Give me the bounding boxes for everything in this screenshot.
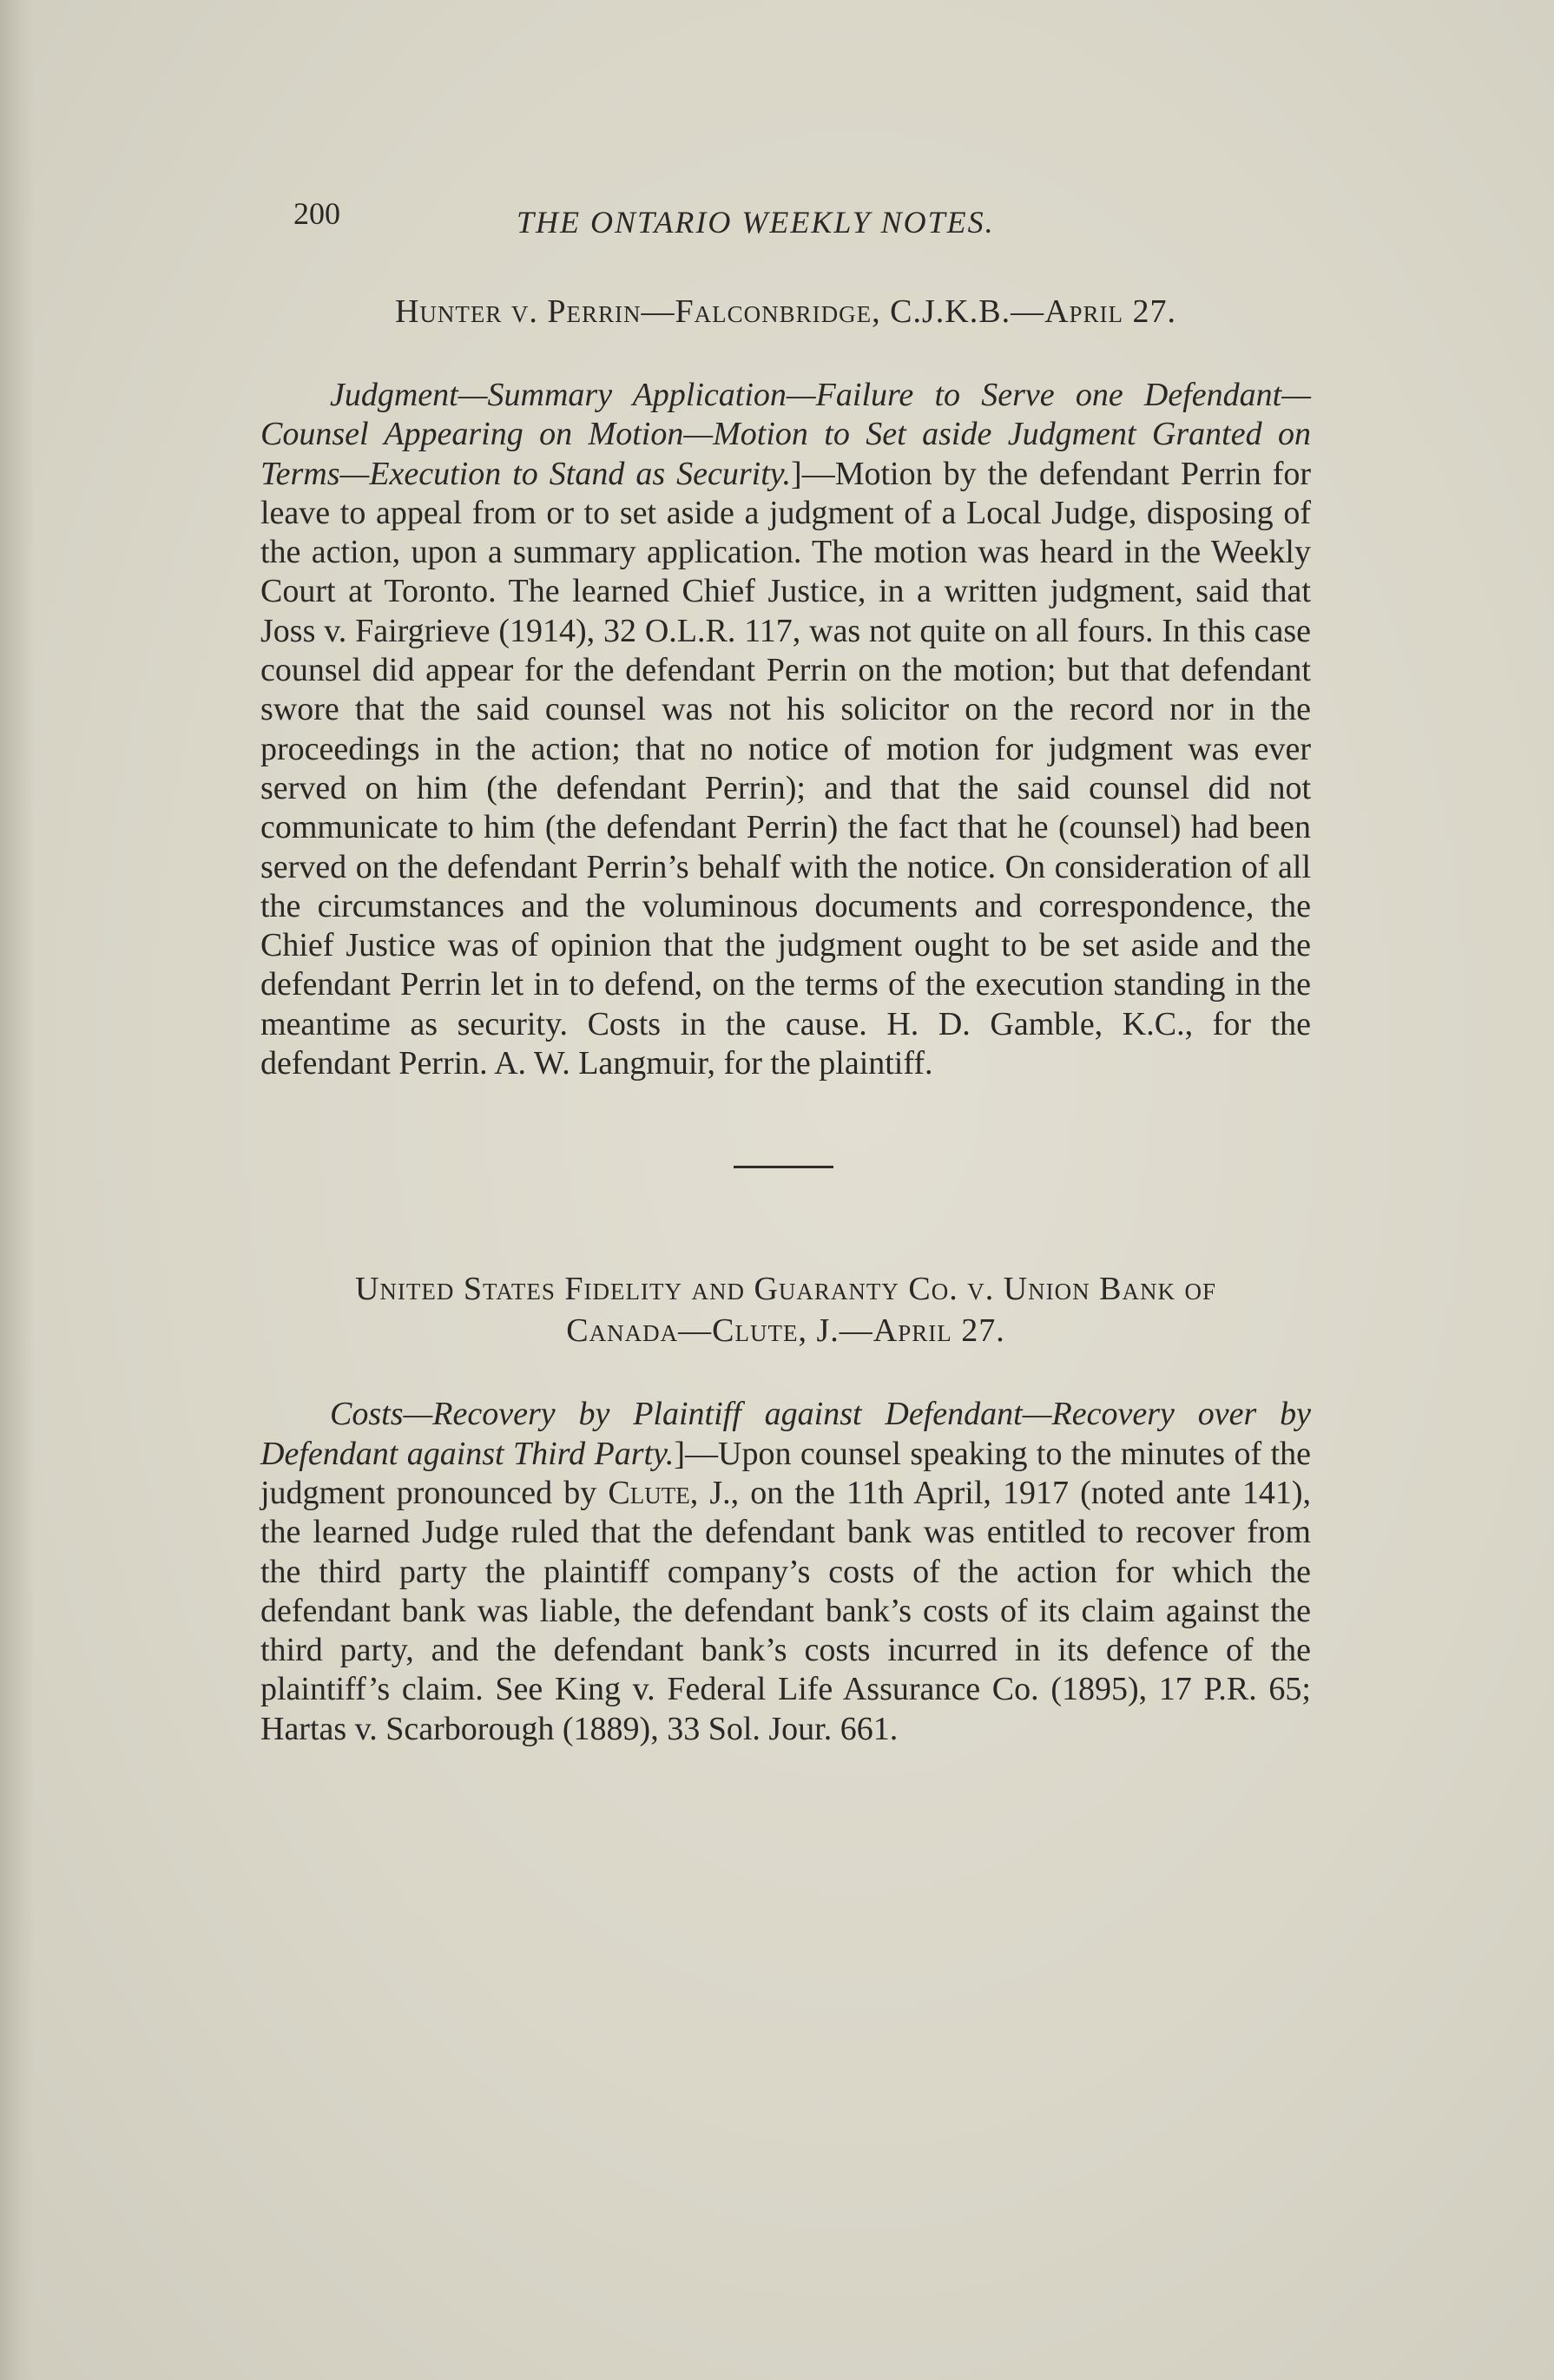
page-number: 200 — [293, 196, 340, 231]
section-divider — [734, 1166, 833, 1168]
case-text: —Motion by the defendant Perrin for leave to appeal from or to set aside a judgment of a Local Judge, disposing of the action, upon a summary application. The motion was heard in the Weekly Court at Toronto. The learned Chief Justice, in a written judgment, said that Joss v. Fairgrieve (1914), 32 O.L.R. 117, was not quite on all fours. In this case counsel did appear for the defendant Perrin on the motion; but that defendant swore that the said counsel was not his solicitor on the record nor in the proceedings in the action; that no notice of motion for judgment was ever served on him (the defendant Perrin); and that the said counsel did not communicate to him (the defendant Perrin) the fact that he (counsel) had been served on the defendant Perrin’s behalf with the notice. On consideration of all the circumstances and the voluminous documents and correspondence, the Chief Justice was of opinion that the judgment ought to be set aside and the defendant Perrin let in to defend, on the terms of the execution standing in the meantime as security. Costs in the cause. H. D. Gamble, K.C., for the defendant Perrin. A. W. Langmuir, for the plaintiff. — [260, 455, 1311, 1082]
bracket: ] — [791, 455, 802, 492]
bracket: ] — [674, 1435, 686, 1472]
case-body-hunter-v-perrin — [260, 376, 1311, 1083]
case-text: —Upon counsel speaking to the minutes of the judgment pronounced by — [260, 1435, 1311, 1511]
running-head — [260, 195, 1311, 247]
case-heading-line: United States Fidelity and Guaranty Co. v. Union Bank of — [354, 1271, 1217, 1308]
binding-edge — [0, 0, 35, 2380]
case-heading-hunter-v-perrin: Hunter v. Perrin—Falconbridge, C.J.K.B.—April 27. — [394, 293, 1177, 330]
case-heading-fidelity-v-union-bank — [260, 1268, 1311, 1351]
journal-title: THE ONTARIO WEEKLY NOTES. — [517, 205, 995, 240]
case-text: , J., on the 11th April, 1917 (noted ante 141), the learned Judge ruled that the defendant bank was entitled to recover from the third party the plaintiff company’s costs of the action for which the defendant bank was liable, the defendant bank’s costs of its claim against the third party, and the defendant bank’s costs incurred in its defence of the plaintiff’s claim. See King v. Federal Life Assurance Co. (1895), 17 P.R. 65; Hartas v. Scarborough (1889), 33 Sol. Jour. 661. — [260, 1474, 1311, 1747]
content-column — [260, 195, 1311, 1749]
case-heading-line: Canada—Clute, J.—April 27. — [566, 1312, 1005, 1350]
judge-name: Clute — [608, 1474, 690, 1511]
catchwords: Judgment—Summary Application—Failure to Serve one Defendant—Counsel Appearing on Motion—Motion to Set aside Judgment Granted on Terms—Execution to Stand as Security. — [260, 377, 1311, 492]
case-body-fidelity-v-union-bank — [260, 1395, 1311, 1749]
catchwords: Costs—Recovery by Plaintiff against Defendant—Recovery over by Defendant against Third Party. — [260, 1396, 1311, 1472]
